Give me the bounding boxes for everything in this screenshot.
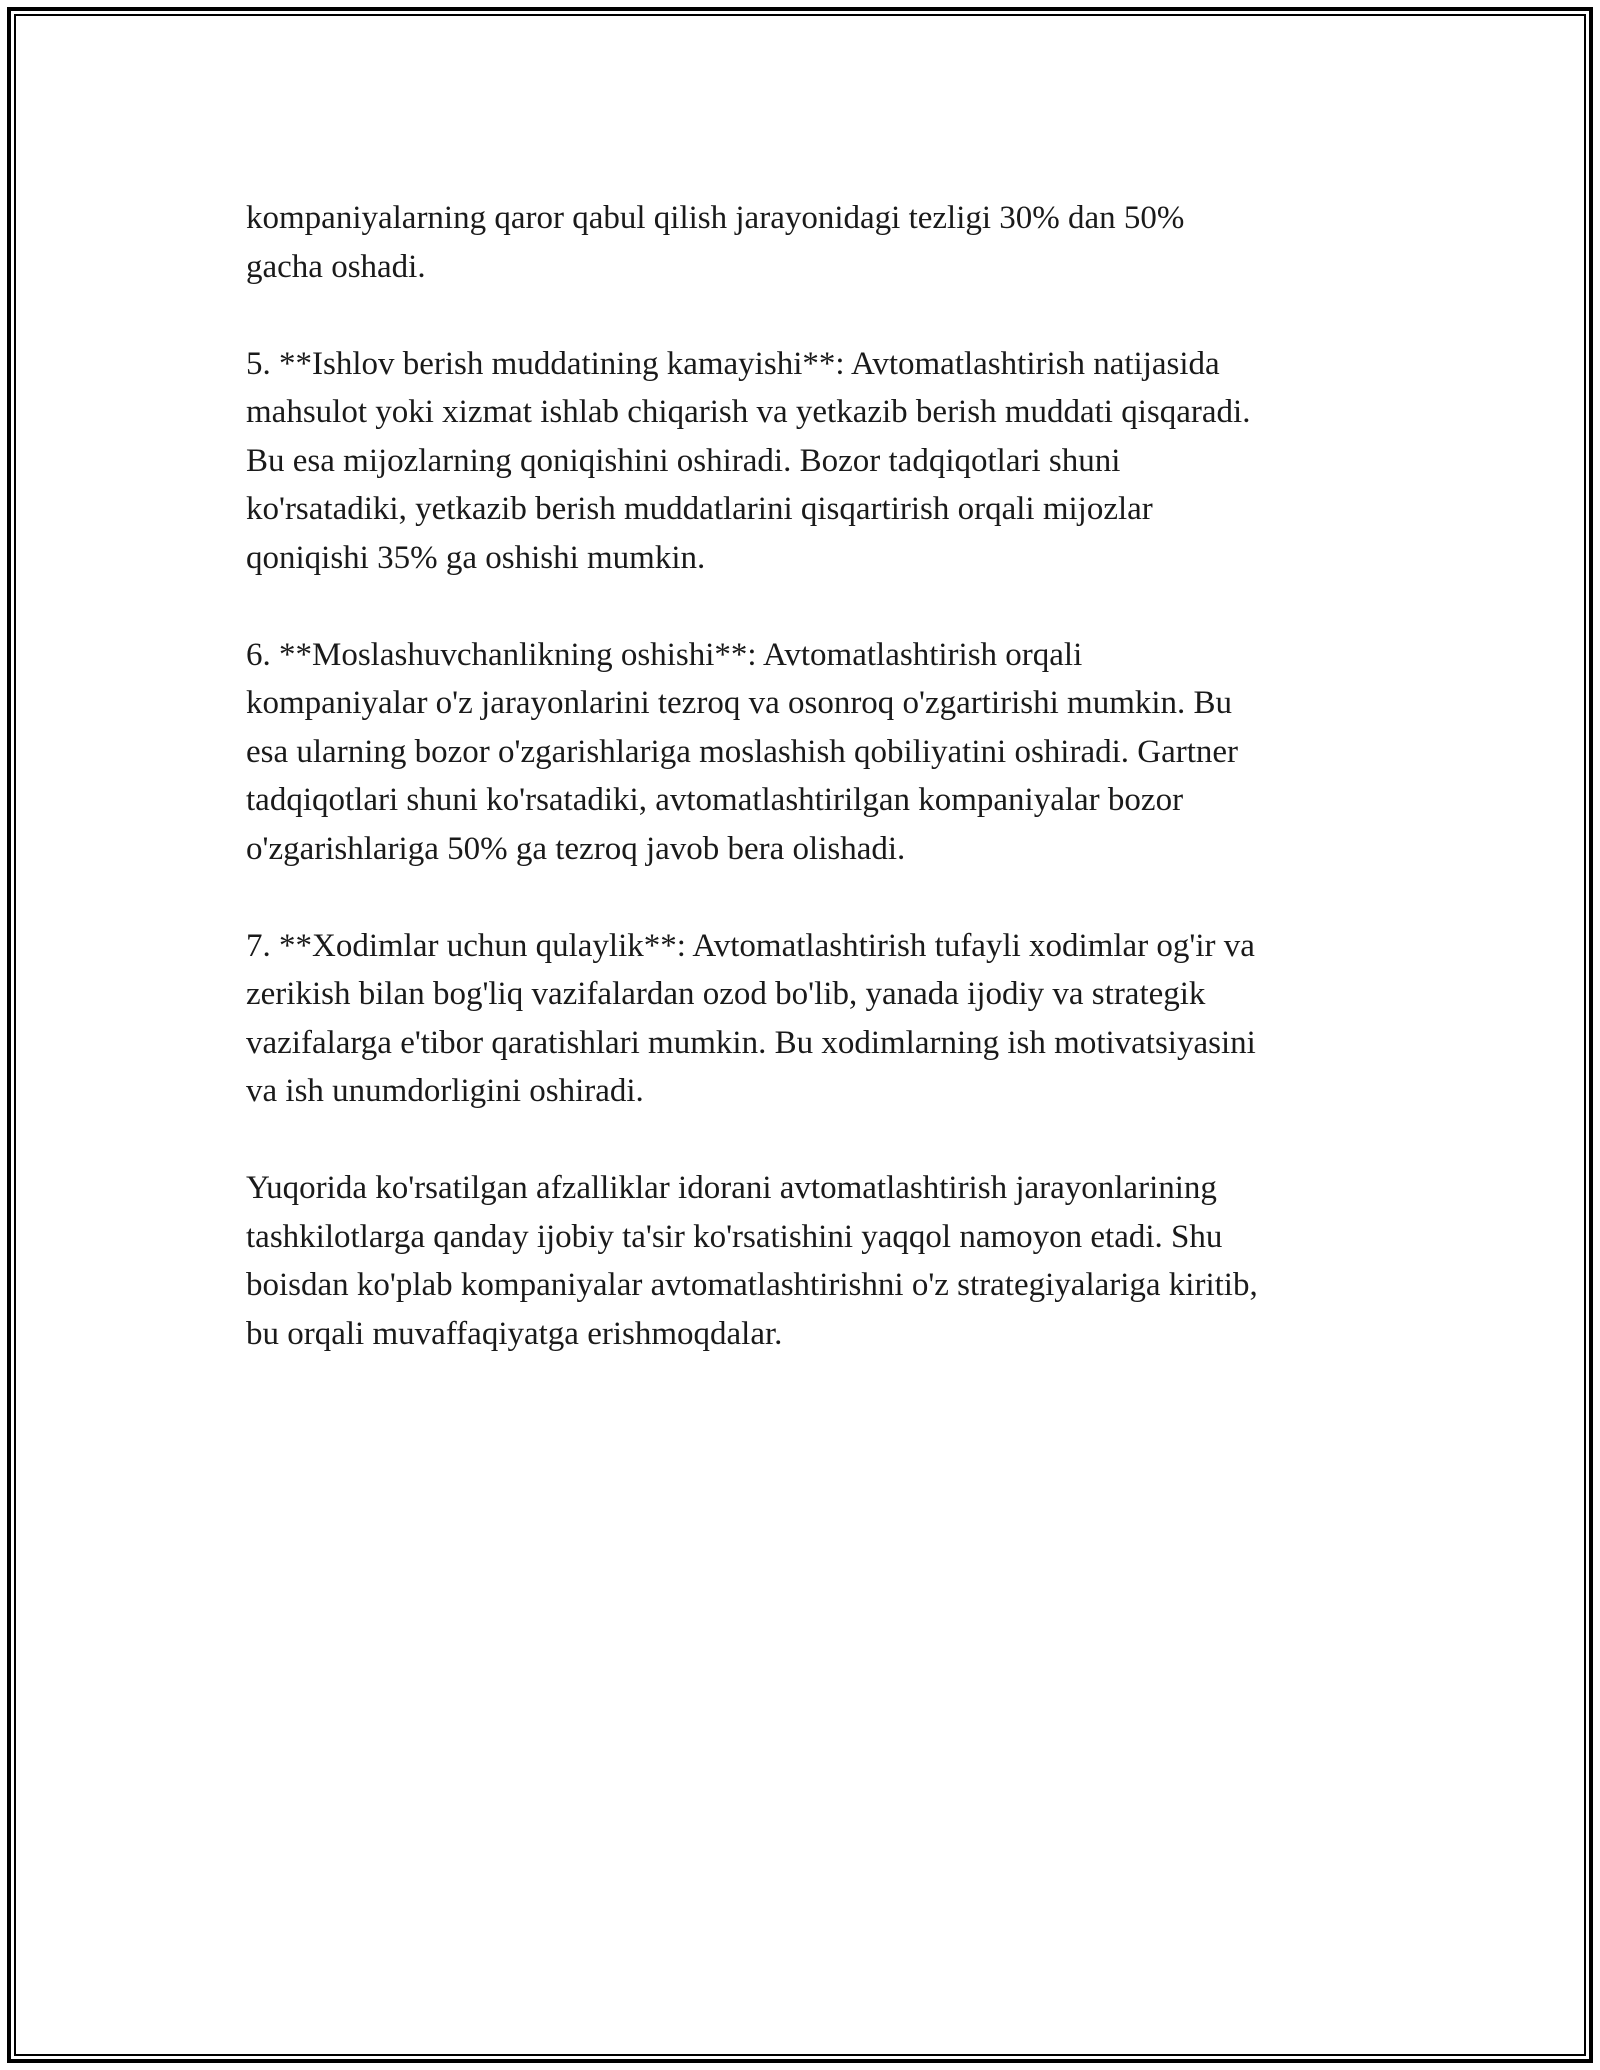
document-body: [246, 194, 1376, 1407]
page-frame: [7, 7, 1593, 2063]
paragraph-conclusion: Yuqorida ko'rsatilgan afzalliklar idorani avtomatlashtirish jarayonlarining tashkilotlarga qanday ijobiy ta'sir ko'rsatishini yaqqol namoyon etadi. Shu boisdan ko'plab kompaniyalar avtomatlashtirishni o'z strategiyalariga kiritib, bu orqali muvaffaqiyatga erishmoqdalar.: [246, 1170, 1258, 1352]
paragraph-item-7-employee-convenience: 7. **Xodimlar uchun qulaylik**: Avtomatlashtirish tufayli xodimlar og'ir va zerikish bilan bog'liq vazifalardan ozod bo'lib, yanada ijodiy va strategik vazifalarga e'tibor qaratishlari mumkin. Bu xodimlarning ish motivatsiyasini va ish unumdorligini oshiradi.: [246, 927, 1256, 1109]
paragraph-decision-speed-continuation: kompaniyalarning qaror qabul qilish jarayonidagi tezligi 30% dan 50% gacha oshadi.: [246, 200, 1185, 285]
paragraph-item-5-processing-time: 5. **Ishlov berish muddatining kamayishi**: Avtomatlashtirish natijasida mahsulot yoki xizmat ishlab chiqarish va yetkazib berish muddati qisqaradi. Bu esa mijozlarning qoniqishini oshiradi. Bozor tadqiqotlari shuni ko'rsatadiki, yetkazib berish muddatlarini qisqartirish orqali mijozlar qoniqishi 35% ga oshishi mumkin.: [246, 345, 1251, 576]
paragraph-item-6-flexibility: 6. **Moslashuvchanlikning oshishi**: Avtomatlashtirish orqali kompaniyalar o'z jarayonlarini tezroq va osonroq o'zgartirishi mumkin. Bu esa ularning bozor o'zgarishlariga moslashish qobiliyatini oshiradi. Gartner tadqiqotlari shuni ko'rsatadiki, avtomatlashtirilgan kompaniyalar bozor o'zgarishlariga 50% ga tezroq javob bera olishadi.: [246, 636, 1239, 867]
